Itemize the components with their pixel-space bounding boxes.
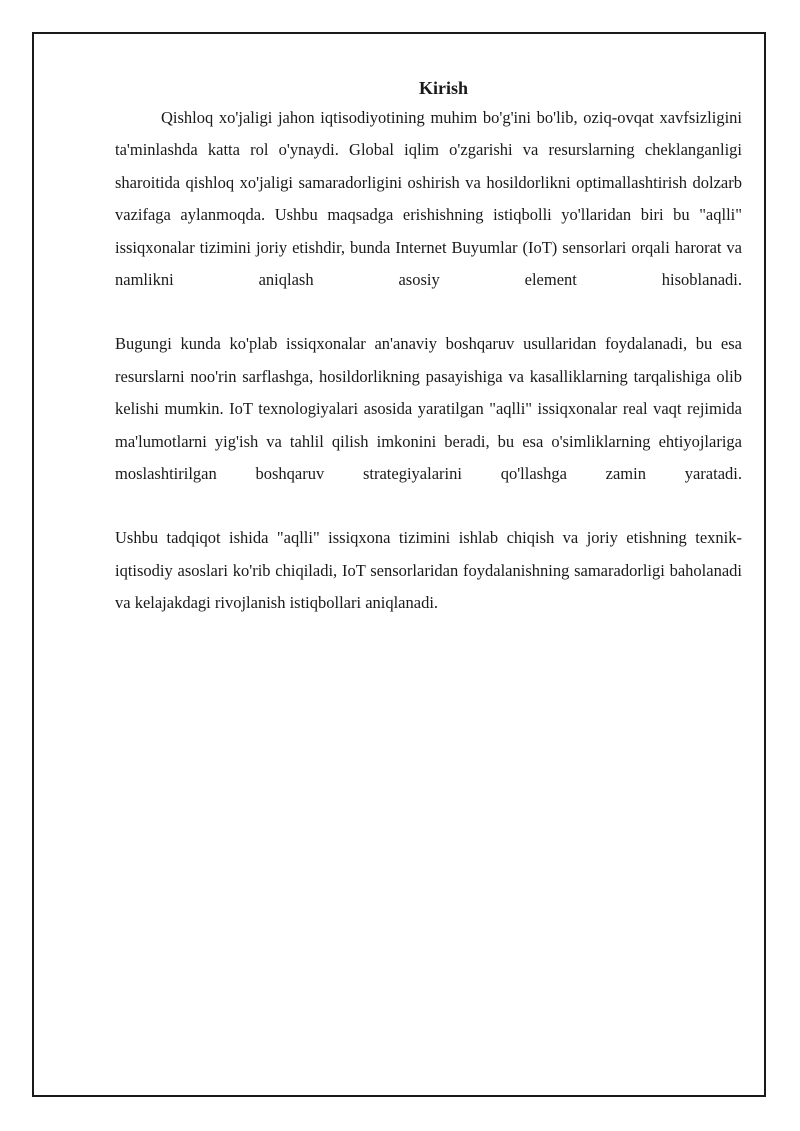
- document-title: Kirish: [418, 78, 468, 98]
- paragraph-research-goal: Ushbu tadqiqot ishida "aqlli" issiqxona tizimini ishlab chiqish va joriy etishning texnik-iqtisodiy asoslari ko'rib chiqiladi, IoT sensorlaridan foydalanishning samaradorligi baholanadi va kelajakdagi rivojlanish istiqbollari aniqlanadi.: [115, 528, 742, 613]
- document-body: [115, 76, 742, 620]
- paragraph-intro: Qishloq xo'jaligi jahon iqtisodiyotining muhim bo'g'ini bo'lib, oziq-ovqat xavfsizligini ta'minlashda katta rol o'ynaydi. Global iqlim o'zgarishi va resurslarning cheklanganligi sharoitida qishloq xo'jaligi samaradorligini oshirish va hosildorlikni optimallashtirish dolzarb vazifaga aylanmoqda. Ushbu maqsadga erishishning istiqbolli yo'llaridan biri bu "aqlli" issiqxonalar tizimini joriy etishdir, bunda Internet Buyumlar (IoT) sensorlari orqali harorat va namlikni aniqlash asosiy element hisoblanadi.: [115, 108, 742, 290]
- paragraph-problem: Bugungi kunda ko'plab issiqxonalar an'anaviy boshqaruv usullaridan foydalanadi, bu esa resurslarni noo'rin sarflashga, hosildorlikning pasayishiga va kasalliklarning tarqalishiga olib kelishi mumkin. IoT texnologiyalari asosida yaratilgan "aqlli" issiqxonalar real vaqt rejimida ma'lumotlarni yig'ish va tahlil qilish imkonini beradi, bu esa o'simliklarning ehtiyojlariga moslashtirilgan boshqaruv strategiyalarini qo'llashga zamin yaratadi.: [115, 334, 742, 484]
